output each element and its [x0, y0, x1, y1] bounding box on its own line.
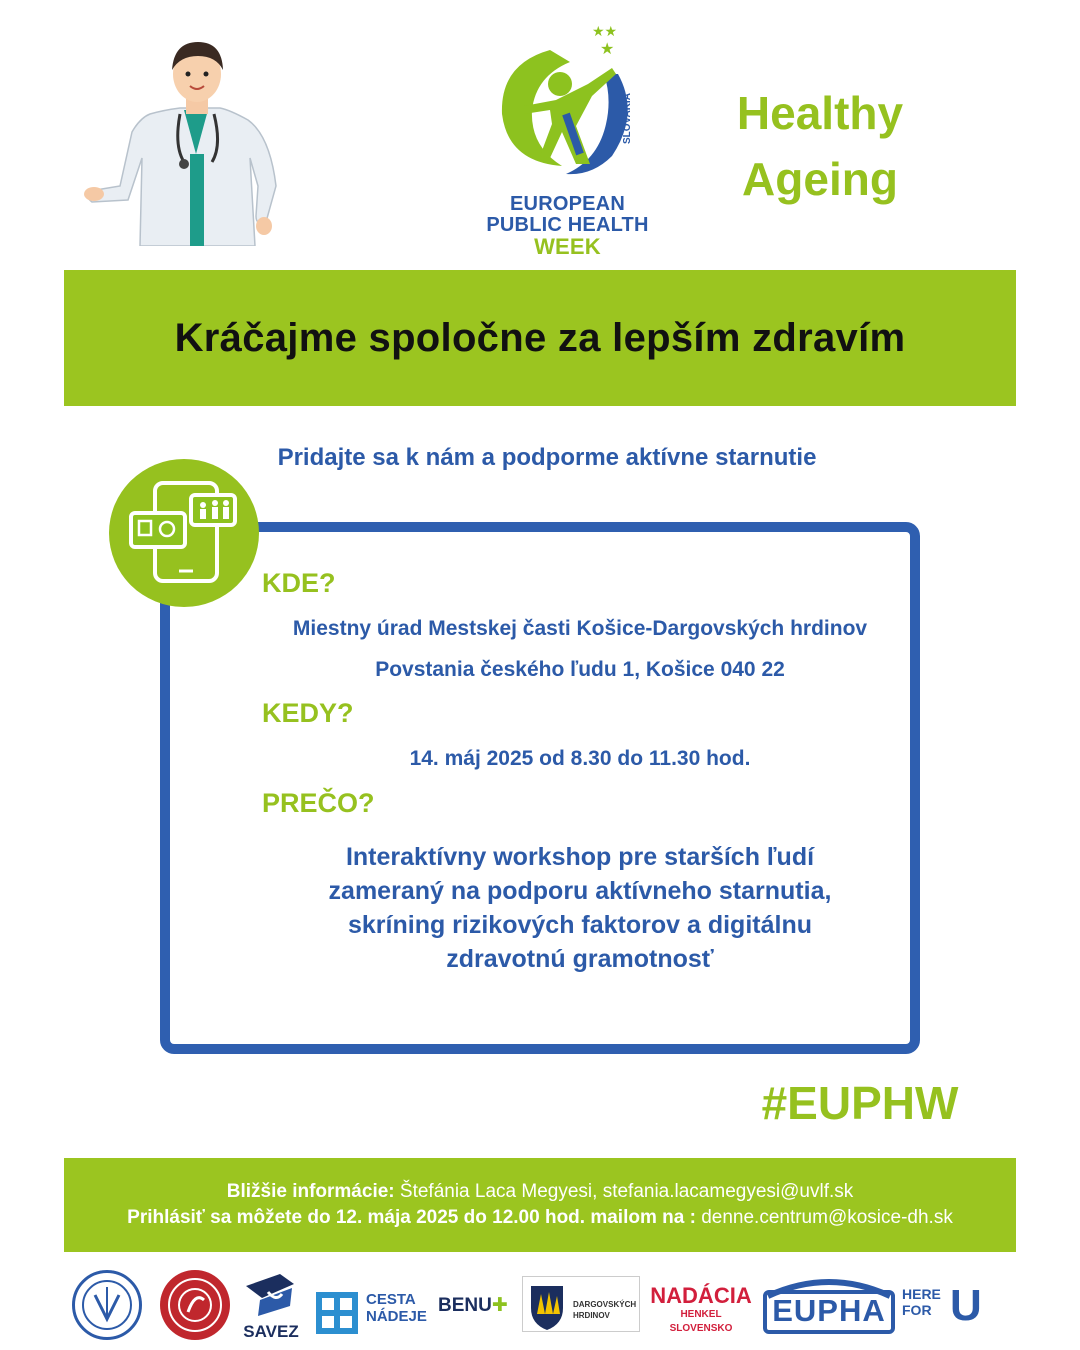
cesta-line1: CESTA: [366, 1291, 416, 1308]
why-line3: skríning rizikových faktorov a digitálnu: [348, 911, 812, 939]
info-value[interactable]: Štefánia Laca Megyesi, stefania.lacamegyesi@uvlf.sk: [399, 1181, 854, 1202]
healthy-ageing-heading: [690, 80, 950, 212]
nadacia-line1: NADÁCIA: [650, 1283, 752, 1308]
hashtag: #EUPHW: [761, 1077, 959, 1129]
when-label: KEDY?: [262, 698, 354, 728]
savez-text: SAVEZ: [243, 1322, 299, 1341]
signup-label: Prihlásiť sa môžete do 12. mája 2025 do 12.00 hod. mailom na :: [127, 1207, 696, 1228]
svg-text:★★: ★★: [592, 24, 618, 40]
university-seal-logo: [72, 1270, 142, 1340]
where-line1: Miestny úrad Mestskej časti Košice-Dargovských hrdinov: [292, 617, 868, 640]
nadacia-line2: HENKEL SLOVENSKO: [669, 1309, 733, 1334]
why-description: [280, 840, 880, 976]
here-for-u-logo: [900, 1282, 984, 1332]
title-banner: [64, 270, 1016, 406]
dargov-line2: HRDINOV: [573, 1311, 610, 1320]
ephw-line3: WEEK: [534, 234, 601, 259]
healthy-line2: Ageing: [742, 153, 898, 205]
doctor-illustration: [80, 36, 295, 246]
dargov-line1: DARGOVSKÝCH: [573, 1300, 637, 1309]
eupha-text: EUPHA: [772, 1293, 886, 1328]
dargovskych-hrdinov-logo: [522, 1276, 640, 1332]
benu-logo: [438, 1294, 518, 1328]
u-text: U: [950, 1281, 982, 1330]
savez-logo: [238, 1272, 304, 1342]
faculty-seal-logo: [160, 1270, 230, 1340]
page-title: Kráčajme spoločne za lepším zdravím: [174, 315, 906, 360]
svg-text:★: ★: [600, 39, 615, 58]
signup-line: [127, 1205, 953, 1231]
ephw-line2: PUBLIC HEALTH: [486, 214, 649, 236]
here-text: HERE: [902, 1286, 941, 1302]
ephw-logo: [480, 14, 655, 260]
why-line1: Interaktívny workshop pre starších ľudí: [345, 843, 815, 871]
benu-cross-icon: ✚: [491, 1295, 508, 1316]
eupha-logo: [762, 1276, 896, 1336]
signup-email[interactable]: denne.centrum@kosice-dh.sk: [701, 1207, 953, 1228]
nadacia-henkel-logo: [650, 1283, 752, 1334]
contact-banner: [64, 1158, 1016, 1252]
benu-text: BENU: [438, 1295, 492, 1316]
ephw-line1: EUROPEAN: [510, 193, 625, 215]
where-line2: Povstania českého ľudu 1, Košice 040 22: [375, 658, 785, 681]
cesta-mark: [316, 1292, 358, 1334]
info-line: [227, 1179, 854, 1205]
why-line2: zameraný na podporu aktívneho starnutia,: [328, 877, 832, 905]
why-label: PREČO?: [262, 788, 375, 818]
for-text: FOR: [902, 1302, 932, 1318]
cesta-nadeje-logo: [316, 1290, 438, 1338]
where-label: KDE?: [262, 568, 336, 598]
info-label: Bližšie informácie:: [226, 1181, 395, 1202]
cesta-line2: NÁDEJE: [366, 1308, 427, 1325]
subheading: Pridajte sa k nám a podporme aktívne starnutie: [277, 444, 817, 471]
why-line4: zdravotnú gramotnosť: [446, 945, 714, 973]
phone-health-icon: [109, 459, 259, 607]
ephw-country: SLOVAKIA: [622, 93, 633, 144]
healthy-line1: Healthy: [736, 87, 904, 139]
when-value: 14. máj 2025 od 8.30 do 11.30 hod.: [409, 747, 751, 770]
